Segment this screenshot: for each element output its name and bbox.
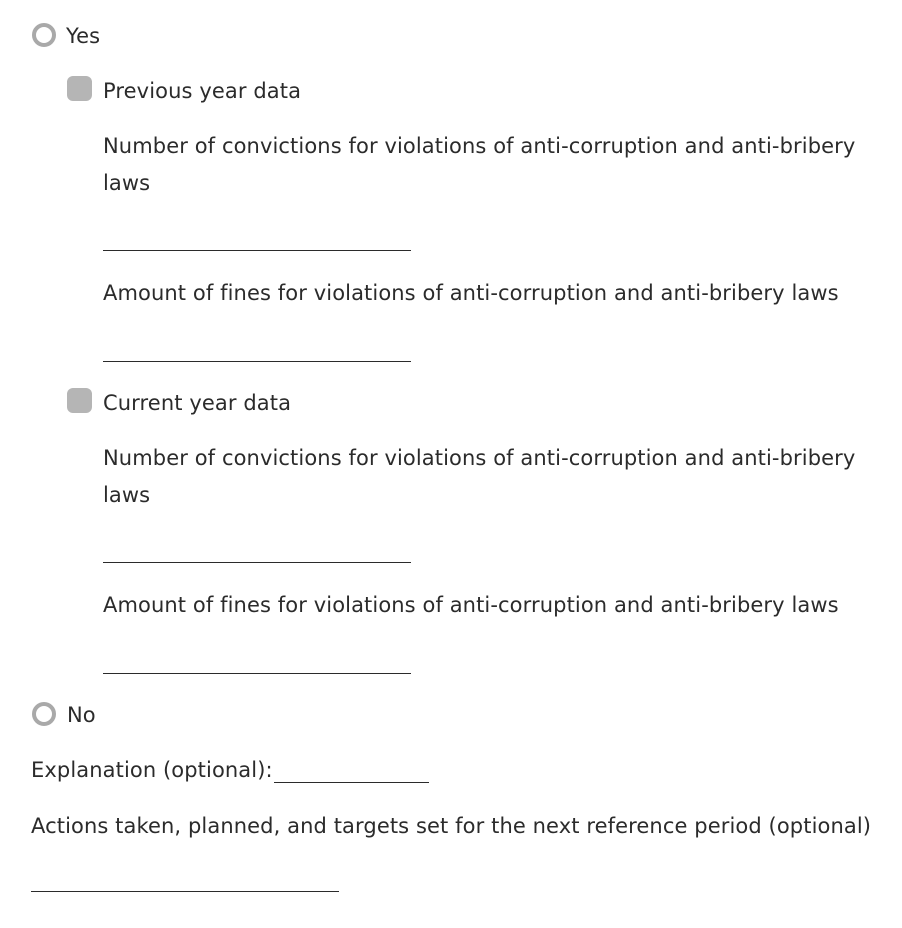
current-convictions-input[interactable] [103,562,411,563]
previous-year-label: Previous year data [103,79,302,103]
actions-input[interactable] [31,891,339,892]
current-convictions-label: Number of convictions for violations of anti-corruption and anti-bribery laws [103,446,856,507]
no-label: No [67,703,96,727]
actions-label: Actions taken, planned, and targets set for the next reference period (optional) [31,814,872,838]
yes-radio[interactable] [32,23,56,47]
no-radio[interactable] [32,702,56,726]
previous-year-checkbox[interactable] [67,76,92,101]
previous-convictions-input[interactable] [103,250,411,251]
previous-fines-input[interactable] [103,361,411,362]
yes-label: Yes [66,24,101,48]
current-fines-label: Amount of fines for violations of anti-corruption and anti-bribery laws [103,593,839,617]
explanation-input[interactable] [274,782,429,783]
current-year-label: Current year data [103,391,292,415]
current-year-checkbox[interactable] [67,388,92,413]
previous-convictions-label: Number of convictions for violations of anti-corruption and anti-bribery laws [103,134,856,195]
previous-fines-label: Amount of fines for violations of anti-corruption and anti-bribery laws [103,281,839,305]
current-fines-input[interactable] [103,673,411,674]
explanation-label: Explanation (optional): [31,758,273,782]
